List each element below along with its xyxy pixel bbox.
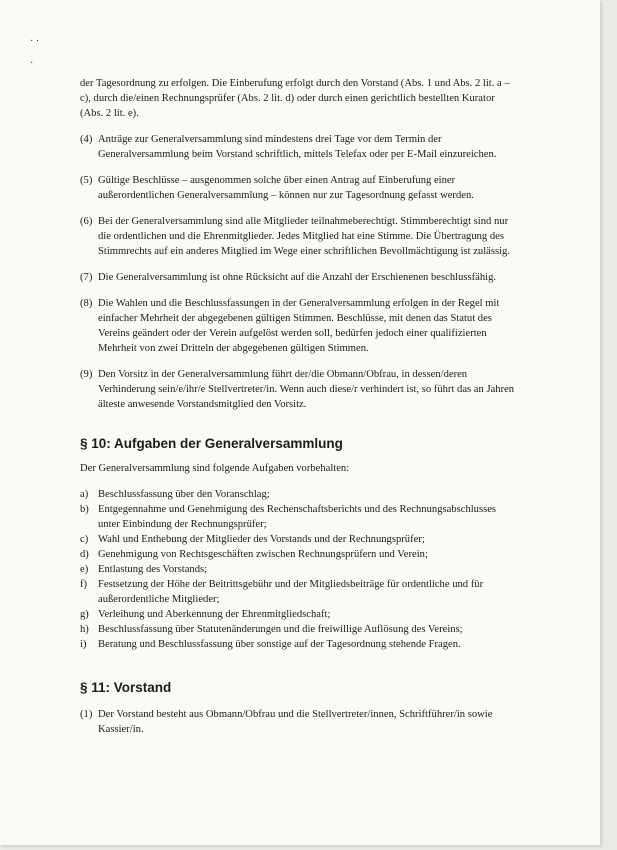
paragraph-number: (1) (80, 709, 93, 720)
list-text: Entlastung des Vorstands; (98, 564, 208, 575)
list-text: Beratung und Beschlussfassung über sonstige auf der Tagesordnung stehende Fragen. (98, 639, 461, 650)
paragraph-number: (7) (80, 272, 93, 283)
paragraph-number: (6) (80, 216, 93, 227)
section10-list (80, 487, 520, 652)
list-text: Entgegennahme und Genehmigung des Rechenschaftsberichts und des Rechnungsabschlusses unter Einbindung der Rechnungsprüfer; (98, 504, 497, 530)
paragraph-number: (9) (80, 369, 93, 380)
list-text: Beschlussfassung über Statutenänderungen und die freiwillige Auflösung des Vereins; (98, 624, 463, 635)
list-letter: e) (80, 564, 89, 575)
paragraph (80, 270, 520, 285)
scan-specks: · · · (30, 36, 40, 69)
list-item (80, 562, 520, 577)
paragraph-number: (4) (80, 134, 93, 145)
list-text: Genehmigung von Rechtsgeschäften zwischen Rechnungsprüfern und Verein; (98, 549, 428, 560)
list-letter: h) (80, 624, 89, 635)
paragraph-text: Bei der Generalversammlung sind alle Mitglieder teilnahmeberechtigt. Stimmberechtigt sind nur die ordentlichen und die Ehrenmitglieder. Jedes Mitglied hat eine Stimme. Die Übertragung des Stimmrechts auf ein anderes Mitglied im Wege einer schriftlichen Bevollmächtigung ist zulässig. (98, 216, 511, 257)
list-item (80, 532, 520, 547)
list-letter: d) (80, 549, 89, 560)
paragraph (80, 214, 520, 259)
paragraph (80, 173, 520, 203)
paragraph (80, 132, 520, 162)
paragraph (80, 296, 520, 356)
list-item (80, 547, 520, 562)
list-item (80, 502, 520, 532)
list-text: Festsetzung der Höhe der Beitrittsgebühr und der Mitgliedsbeiträge für ordentliche und für außerordentliche Mitglieder; (98, 579, 484, 605)
paragraph-text: Der Vorstand besteht aus Obmann/Obfrau und die Stellvertreter/innen, Schriftführer/in sowie Kassier/in. (98, 709, 493, 735)
list-letter: b) (80, 504, 89, 515)
list-letter: c) (80, 534, 89, 545)
document-body (80, 76, 520, 737)
list-item (80, 577, 520, 607)
paragraph-text: Anträge zur Generalversammlung sind mindestens drei Tage vor dem Termin der Generalversammlung beim Vorstand schriftlich, mittels Telefax oder per E-Mail einzureichen. (98, 134, 497, 160)
paragraph-number: (5) (80, 175, 93, 186)
paragraph (80, 707, 520, 737)
paragraph-text: Die Wahlen und die Beschlussfassungen in der Generalversammlung erfolgen in der Regel mit einfacher Mehrheit der abgegebenen gültigen Stimmen. Beschlüsse, mit denen das Statut des Vereins geändert oder der Verein aufgelöst werden soll, bedürfen jedoch einer qualifizierten Mehrheit von zwei Dritteln der abgegebenen gültigen Stimmen. (98, 298, 500, 354)
list-item (80, 607, 520, 622)
paragraph-text: Gültige Beschlüsse – ausgenommen solche über einen Antrag auf Einberufung einer außerordentlichen Generalversammlung – können nur zur Tagesordnung gefasst werden. (98, 175, 474, 201)
list-item (80, 487, 520, 502)
section10-heading: § 10: Aufgaben der Generalversammlung (80, 436, 343, 451)
paragraph-text: Die Generalversammlung ist ohne Rücksicht auf die Anzahl der Erschienenen beschlussfähig. (98, 272, 497, 283)
list-text: Wahl und Enthebung der Mitglieder des Vorstands und der Rechnungsprüfer; (98, 534, 425, 545)
paragraph-number: (8) (80, 298, 93, 309)
list-text: Beschlussfassung über den Voranschlag; (98, 489, 270, 500)
list-letter: f) (80, 579, 88, 590)
section11-heading: § 11: Vorstand (80, 680, 172, 695)
paragraph (80, 367, 520, 412)
section10-intro: Der Generalversammlung sind folgende Aufgaben vorbehalten: (80, 463, 350, 474)
list-letter: i) (80, 639, 87, 650)
section9-continuation: der Tagesordnung zu erfolgen. Die Einberufung erfolgt durch den Vorstand (Abs. 1 und Abs. 2 lit. a – c), durch die/einen Rechnungsprüfer (Abs. 2 lit. d) oder durch einen gerichtlich bestellten Kurator (Abs. 2 lit. e). (80, 78, 510, 119)
section9-paragraphs (80, 132, 520, 412)
list-item (80, 637, 520, 652)
list-item (80, 622, 520, 637)
list-letter: a) (80, 489, 89, 500)
paragraph-text: Den Vorsitz in der Generalversammlung führt der/die Obmann/Obfrau, in dessen/deren Verhinderung sein/e/ihr/e Stellvertreter/in. Wenn auch diese/r verhindert ist, so führt das an Jahren älteste anwesende Vorstandsmitglied den Vorsitz. (98, 369, 515, 410)
list-text: Verleihung und Aberkennung der Ehrenmitgliedschaft; (98, 609, 331, 620)
list-letter: g) (80, 609, 89, 620)
